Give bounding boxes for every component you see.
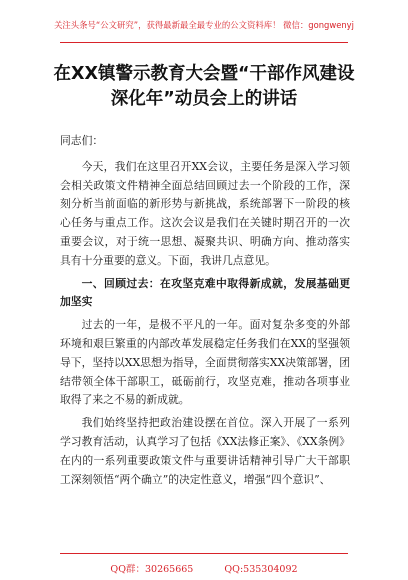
title-line-1: 在XX镇警示教育大会暨“干部作风建设 — [53, 64, 355, 84]
footer-qq-group: QQ群：30265665 — [110, 564, 194, 575]
section-heading: 一、回顾过去：在攻坚克难中取得新成就，发展基础更加坚实 — [60, 276, 350, 309]
section-paragraph-1: 过去的一年，是极不平凡的一年。面对复杂多变的外部环境和艰巨繁重的内部改革发展稳定任务我们在XX的坚强领导下，坚持以XX思想为指导，全面贯彻落实XX决策部署，团结带领全体干部职工，砥砺前行，攻坚克难，推动各项事业取得了来之不易的新成就。 — [60, 318, 350, 407]
document-body — [60, 132, 350, 489]
footer-divider — [60, 553, 348, 554]
footer-qq: QQ:535304092 — [224, 564, 298, 575]
document-title — [40, 62, 368, 112]
header-banner: 关注头条号“公文研究”，获得最新最全最专业的公文资料库！ 微信：gongwenyj — [54, 20, 354, 30]
salutation: 同志们： — [60, 134, 104, 147]
header-divider — [60, 42, 348, 43]
footer-contact — [0, 561, 408, 575]
title-line-2: 深化年”动员会上的讲话 — [110, 89, 298, 109]
intro-paragraph: 今天，我们在这里召开XX会议，主要任务是深入学习领会相关政策文件精神全面总结回顾过去一个阶段的工作，深刻分析当前面临的新形势与新挑战，系统部署下一阶段的核心任务与重点工作。这次会议是我们在关键时期召开的一次重要会议，对于统一思想、凝聚共识、明确方向、推动落实具有十分重要的意义。下面，我讲几点意见。 — [60, 159, 350, 267]
section-paragraph-2: 我们始终坚持把政治建设摆在首位。深入开展了一系列学习教育活动，认真学习了包括《XX法修正案》、《XX条例》在内的一系列重要政策文件与重要讲话精神引导广大干部职工深刻领悟“两个确立”的决定性意义，增强“四个意识”、 — [60, 416, 350, 486]
